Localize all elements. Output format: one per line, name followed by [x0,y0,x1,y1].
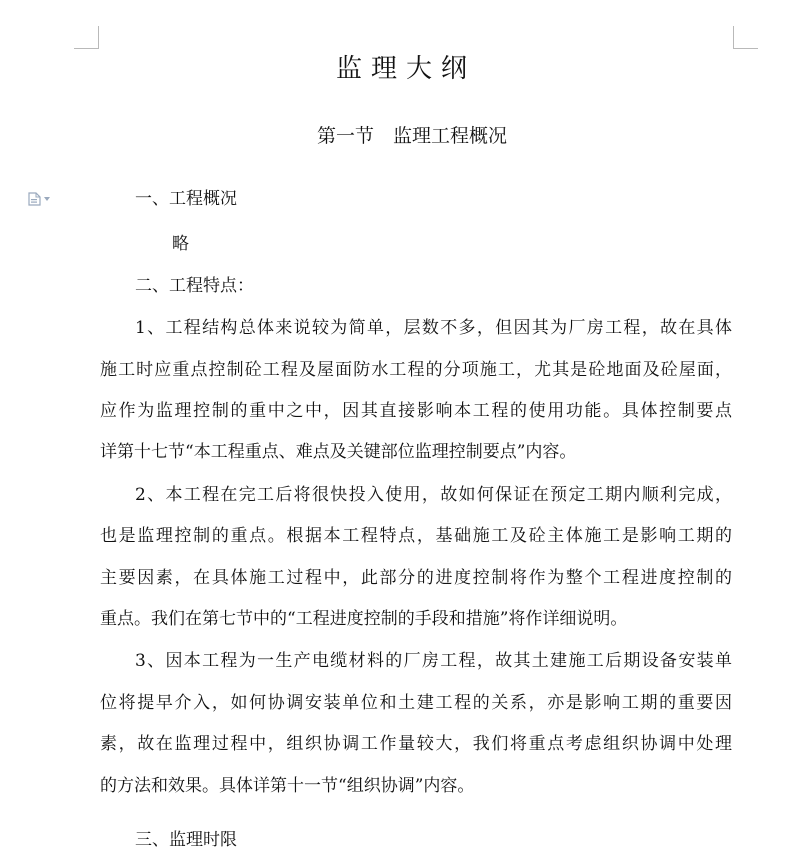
paragraph-1-line-4: 详第十七节“本工程重点、难点及关键部位监理控制要点”内容。 [100,442,577,462]
paragraph-1-line-2: 施工时应重点控制砼工程及屋面防水工程的分项施工，尤其是砼地面及砼屋面， [100,360,732,380]
section-title: 第一节 监理工程概况 [316,125,507,147]
paragraph-2-line-4: 重点。我们在第七节中的“工程进度控制的手段和措施”将作详细说明。 [100,609,628,629]
crop-mark-top-left [74,26,99,49]
heading-supervision-period: 三、监理时限 [135,830,237,850]
paragraph-3-line-2: 位将提早介入，如何协调安装单位和土建工程的关系，亦是影响工期的重要因 [100,693,732,713]
project-overview-body: 略 [172,234,189,254]
document-title: 监理大纲 [335,54,476,84]
crop-mark-top-right [733,26,758,49]
paragraph-2-line-2: 也是监理控制的重点。根据本工程特点，基础施工及砼主体施工是影响工期的 [100,526,732,546]
document-icon [28,192,41,206]
paragraph-3-line-1: 3、因本工程为一生产电缆材料的厂房工程，故其土建施工后期设备安装单 [135,651,732,671]
paragraph-marker[interactable] [28,192,50,206]
paragraph-2-line-3: 主要因素，在具体施工过程中，此部分的进度控制将作为整个工程进度控制的 [100,568,732,588]
paragraph-1-line-1: 1、工程结构总体来说较为简单，层数不多，但因其为厂房工程，故在具体 [135,318,732,338]
paragraph-3-line-3: 素，故在监理过程中，组织协调工作量较大，我们将重点考虑组织协调中处理 [100,734,732,754]
heading-project-overview: 一、工程概况 [135,189,237,209]
dropdown-arrow-icon [44,197,50,201]
paragraph-2-line-1: 2、本工程在完工后将很快投入使用，故如何保证在预定工期内顺利完成， [135,485,732,505]
paragraph-1-line-3: 应作为监理控制的重中之中，因其直接影响本工程的使用功能。具体控制要点 [100,401,732,421]
heading-project-features: 二、工程特点： [135,276,254,296]
paragraph-3-line-4: 的方法和效果。具体详第十一节“组织协调”内容。 [100,776,475,796]
